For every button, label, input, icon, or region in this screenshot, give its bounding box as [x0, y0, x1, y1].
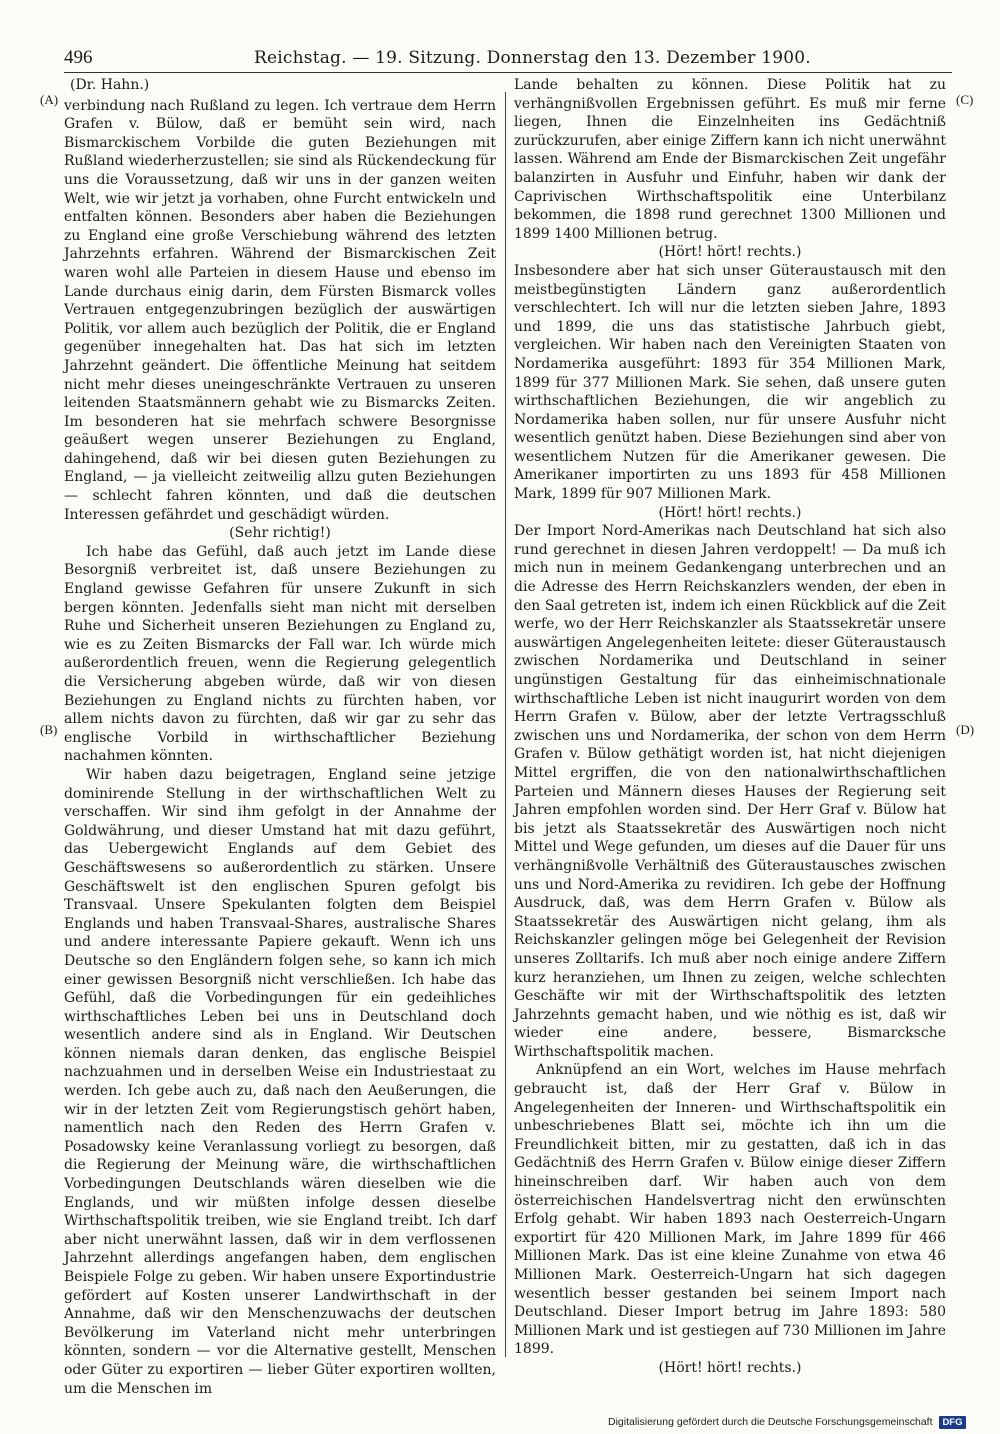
column-divider — [505, 92, 506, 1357]
paragraph: Wir haben dazu beigetragen, England seine jetzige dominirende Stellung in der wirthschaftlichen Welt zu verschaffen. Wir sind ihm gefolgt in der Annahme der Goldwährung, und dieser Umstand hat mit dazu geführt, das Uebergewicht Englands auf dem Gebiet des Geschäftswesens so außerordentlich zu stärken. Unsere Geschäftswelt ist den englischen Spuren gefolgt bis Transvaal. Unsere Spekulanten folgten dem Beispiel Englands und haben Transvaal-Shares, australische Shares und andere interessante Papiere gekauft. Wenn ich uns Deutsche so den Engländern folgen sehe, so kann ich mich einer gewissen Besorgniß nicht verschließen. Ich habe das Gefühl, daß die Vorbedingungen für ein gedeihliches wirthschaftliches Leben bei uns in Deutschland doch wesentlich andere sind als in England. Wir Deutschen können niemals daran denken, das englische Beispiel nachzuahmen und in derselben Weise ein Industriestaat zu werden. Ich gebe auch zu, daß nach den Aeußerungen, die wir in der letzten Zeit vom Regierungstisch gehört haben, namentlich nach den Reden des Herrn Grafen v. Posadowsky keine Veranlassung vorliegt zu besorgen, daß die Regierung der Meinung wäre, die wirthschaftlichen Vorbedingungen Deutschlands wären dieselben wie die Englands, und wir müßten infolge dessen dieselbe Wirthschaftspolitik treiben, wie sie England treibt. Ich darf aber nicht unerwähnt lassen, daß wir in dem verflossenen Jahrzehnt allerdings angefangen haben, dem englischen Beispiele Folge zu geben. Wir haben unsere Exportindustrie gefördert auf Kosten unserer Landwirthschaft in der Annahme, daß wir den Menschenzuwachs der deutschen Bevölkerung im Vaterland nicht mehr unterbringen könnten, sondern — vor die Alternative gestellt, Menschen oder Güter zu exportiren — lieber Güter exportiren wollten, um die Menschen im — [64, 766, 496, 1397]
page-header — [64, 44, 952, 72]
digitization-credit — [608, 1413, 992, 1431]
interjection: (Hört! hört! rechts.) — [658, 504, 802, 521]
paragraph: Lande behalten zu können. Diese Politik hat zu verhängnißvollen Ergebnissen geführt. Es muß mir ferne liegen, Ihnen die Einzelnheiten ins Gedächtniß zurückzurufen, aber einige Ziffern kann ich nicht unerwähnt lassen. Während am Ende der Bismarckischen Zeit ungefähr balanzirten in Ausfuhr und Einfuhr, haben wir dank der Caprivischen Wirthschaftspolitik eine Unterbilanz bekommen, die 1898 rund gerechnet 1300 Millionen und 1899 1400 Millionen betrug. — [514, 77, 946, 242]
paragraph: verbindung nach Rußland zu legen. Ich vertraue dem Herrn Grafen v. Bülow, daß er bemüht sein wird, nach Bismarckischem Vorbilde die guten Beziehungen mit Rußland wiederherzustellen; sie sind als Rückendeckung für uns die Voraussetzung, daß wir uns in der ganzen weiten Welt, wie wir jetzt ja vorhaben, ohne Furcht entwickeln und entfalten können. Besonders aber haben die Beziehungen zu England eine große Verschiebung während des letzten Jahrzehnts erfahren. Während der Bismarckischen Zeit waren wohl alle Parteien in diesem Hause und ebenso im Lande durchaus einig darin, dem Fürsten Bismarck volles Vertrauen entgegenzubringen bezüglich der auswärtigen Politik, vor allem auch bezüglich der Politik, die er England gegenüber innegehalten hat. Das hat sich im letzten Jahrzehnt geändert. Die öffentliche Meinung hat seitdem nicht mehr dieses uneingeschränkte Vertrauen zu unseren leitenden Staatsmännern gehabt wie zu Bismarcks Zeiten. Im besonderen hat sie mehrfach schwere Besorgnisse geäußert wegen unserer Beziehungen zu England, dahingehend, daß wir bei diesen guten Beziehungen zu England, — ja vielleicht zeitweilig allzu guten Beziehungen — schlecht fahren könnten, und daß die deutschen Interessen gefährdet und geschädigt würden. — [64, 97, 496, 523]
page-number: 496 — [64, 47, 93, 68]
dfg-logo: DFG — [939, 1416, 965, 1429]
speaker-name: (Dr. Hahn.) — [70, 77, 150, 93]
interjection: (Hört! hört! rechts.) — [658, 244, 802, 261]
margin-mark-b: (B) — [40, 722, 58, 737]
paragraph: Anknüpfend an ein Wort, welches im Hause mehrfach gebraucht ist, daß der Herr Graf v. Bülow in Angelegenheiten der Inneren- und Wirthschaftspolitik ein unbeschriebenes Blatt sei, möchte ich ihn um die Freundlichkeit bitten, mir zu gestatten, daß ich in das Gedächtniß des Herrn Grafen v. Bülow einige dieser Ziffern hineinschreiben darf. Wir haben auch von dem österreichischen Handelsvertrag nicht den erwünschten Erfolg gehabt. Wir haben 1893 nach Oesterreich-Ungarn exportirt für 420 Millionen Mark, im Jahre 1899 für 466 Millionen Mark. Das ist eine kleine Zunahme von etwa 46 Millionen Mark. Oesterreich-Ungarn hat sich dagegen wesentlich besser gestanden bei seinem Import nach Deutschland. Dieser Import betrug im Jahre 1893: 580 Millionen Mark und ist gestiegen auf 730 Millionen im Jahre 1899. — [514, 1062, 946, 1358]
paragraph: Ich habe das Gefühl, daß auch jetzt im Lande diese Besorgniß verbreitet ist, daß unsere Beziehungen zu England gewisse Gefahren für unsere Zukunft in sich bergen könnten. Jedenfalls sieht man nicht mit derselben Ruhe und Sicherheit unseren Beziehungen zu England zu, wie es zu Zeiten Bismarcks der Fall war. Ich würde mich außerordentlich freuen, wenn die Regierung gelegentlich die Versicherung abgeben würde, daß wir von diesen Beziehungen zu England nichts zu fürchten haben, vor allem nichts davon zu fürchten, daß wir gar zu sehr das englische Vorbild in wirthschaftlicher Beziehung nachahmen könnten. — [64, 543, 496, 765]
left-column — [64, 76, 496, 1398]
right-column — [514, 76, 946, 1378]
running-title: Reichstag. — 19. Sitzung. Donnerstag den 13. Dezember 1900. — [254, 48, 811, 68]
margin-mark-a: (A) — [40, 92, 59, 107]
paragraph: Insbesondere aber hat sich unser Güteraustausch mit den meistbegünstigten Ländern ganz außerordentlich verschlechtert. Ich will nur die letzten sieben Jahre, 1893 und 1899, die uns das statistische Jahrbuch giebt, vergleichen. Wir haben nach den Vereinigten Staaten von Nordamerika ausgeführt: 1893 für 354 Millionen Mark, 1899 für 377 Millionen Mark. Sie sehen, daß unsere guten wirthschaftlichen Beziehungen, die wir angeblich zu Nordamerika haben sollen, nur für unsere Ausfuhr nicht wesentlich genützt haben. Diese Beziehungen sind aber von wesentlichem Nutzen für die Amerikaner gewesen. Die Amerikaner importirten zu uns 1893 für 458 Millionen Mark, 1899 für 907 Millionen Mark. — [514, 262, 946, 503]
interjection: (Sehr richtig!) — [229, 525, 331, 542]
margin-mark-d: (D) — [956, 722, 975, 737]
header-rule — [64, 72, 952, 73]
interjection: (Hört! hört! rechts.) — [658, 1359, 802, 1376]
credit-text: Digitalisierung gefördert durch die Deutsche Forschungsgemeinschaft — [608, 1416, 933, 1428]
margin-mark-c: (C) — [956, 92, 974, 107]
paragraph: Der Import Nord-Amerikas nach Deutschland hat sich also rund gerechnet in diesen Jahren verdoppelt! — Da muß ich mich nun in meinem Gedankengang unterbrechen und an die Adresse des Herrn Reichskanzlers wenden, der eben in den Saal getreten ist, indem ich einen Rückblick auf die Zeit werfe, wo der Herr Reichskanzler als Staatssekretär unsere auswärtigen Angelegenheiten leitete: dieser Güteraustausch zwischen Nordamerika und Deutschland in seiner ungünstigen Gestaltung für das einheimischnationale wirthschaftliche Leben ist nicht inaugurirt worden von dem Herrn Grafen v. Bülow, aber der letzte Vertragsschluß zwischen uns und Nordamerika, der schon von dem Herrn Grafen v. Bülow gethätigt worden ist, hat nicht diejenigen Mittel ergriffen, die von den nationalwirthschaftlichen Parteien und Männern dieses Hauses der Regierung seit Jahren empfohlen worden sind. Der Herr Graf v. Bülow hat bis jetzt als Staatssekretär des Auswärtigen noch nicht Mittel und Wege gefunden, um dieses auf die Dauer für uns verhängnißvolle Verhältniß des Güteraustausches zwischen uns und Nord-Amerika zu revidiren. Ich gebe der Hoffnung Ausdruck, daß, was dem Herrn Grafen v. Bülow als Staatssekretär des Auswärtigen nicht gelang, ihm als Reichskanzler gelingen möge bei Gelegenheit der Revision unseres Zolltarifs. Ich muß aber noch einige andere Ziffern kurz heranziehen, um Ihnen zu zeigen, welche schlechten Geschäfte wir mit der Wirthschaftspolitik des letzten Jahrzehnts gemacht haben, und wie nöthig es ist, daß wir wieder eine andere, bessere, Bismarcksche Wirthschaftspolitik machen. — [514, 523, 946, 1060]
